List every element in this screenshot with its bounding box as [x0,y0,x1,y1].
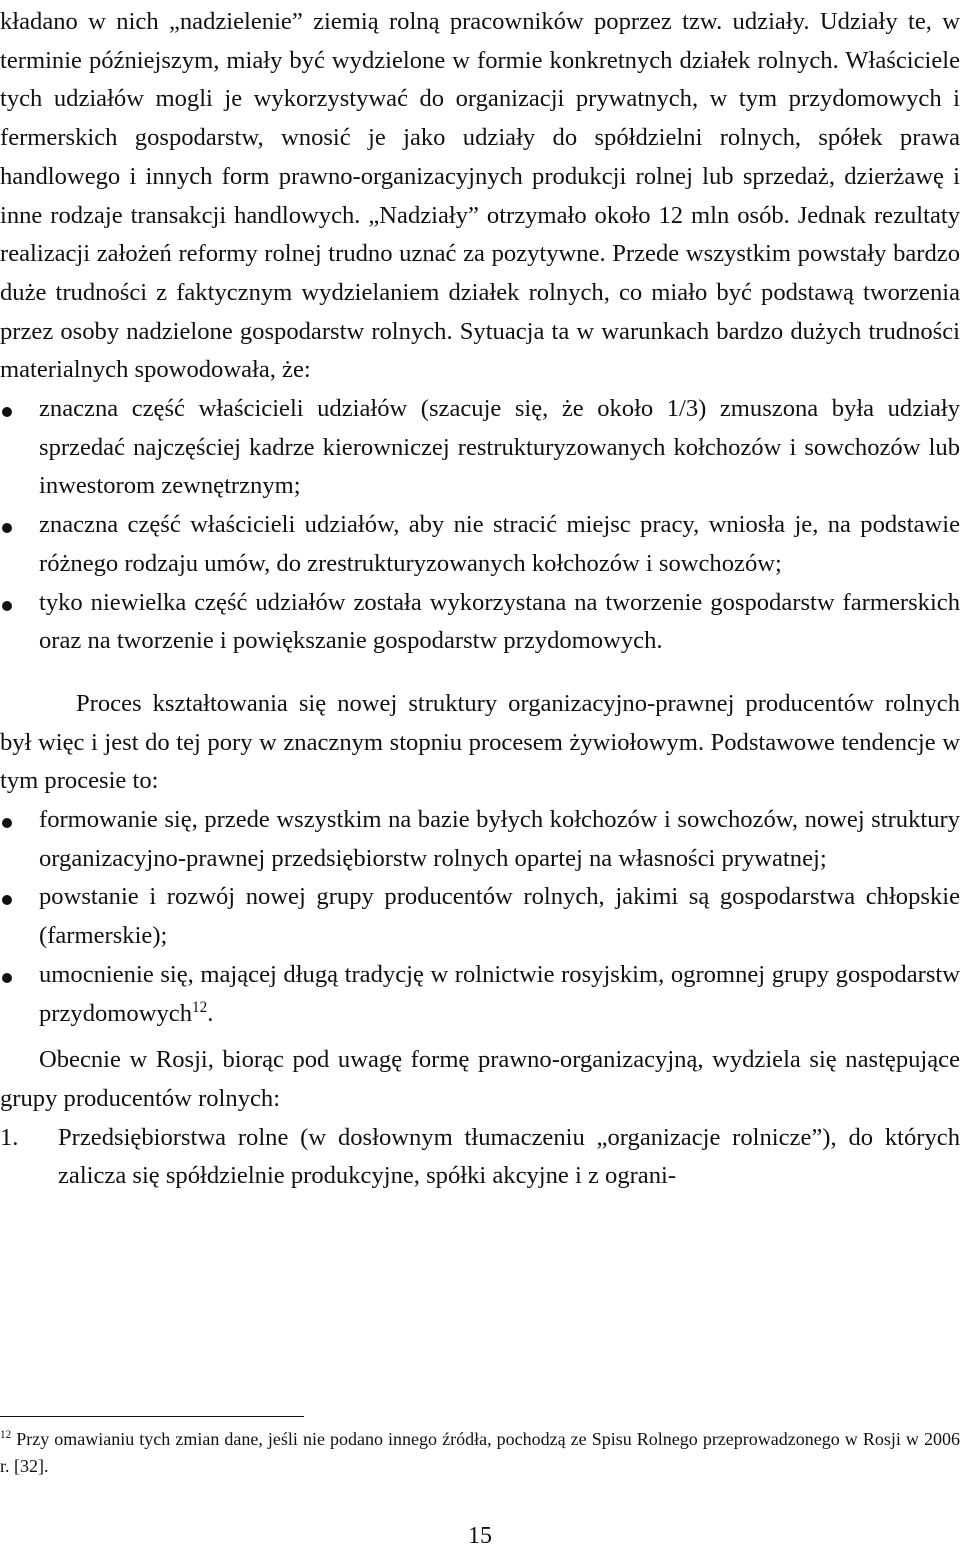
list-item [0,878,960,955]
paragraph-2: Proces kształtowania się nowej struktury organizacyjno-prawnej producentów rolnych był więc i jest do tej pory w znacznym stopniu procesem żywiołowym. Podstawowe tendencje w tym procesie to: [0,689,960,795]
item-text: Przedsiębiorstwa rolne (w dosłownym tłumaczeniu „organizacje rolnicze”), do których zalicza się spółdzielnie produkcyjne, spółki akcyjne i z ograni- [58,1123,960,1190]
list-item-text: tyko niewielka część udziałów została wykorzystana na tworzenie gospodarstw farmerskich oraz na tworzenie i powiększanie gospodarstw przydomowych. [39,588,960,655]
footnote [0,1426,960,1480]
list-item-text: formowanie się, przede wszystkim na bazie byłych kołchozów i sowchozów, nowej struktury organizacyjno-prawnej przedsiębiorstw rolnych opartej na własności prywatnej; [39,806,960,872]
bullet-list-2 [0,801,960,1033]
list-item [0,801,960,878]
bullet-icon [2,601,12,611]
list-item-text: znaczna część właścicieli udziałów, aby nie stracić miejsc pracy, wniosła je, na podstawie różnego rodzaju umów, do zrestrukturyzowanych kołchozów i sowchozów; [39,511,960,577]
bullet-icon [2,818,12,828]
bullet-icon [2,895,12,905]
bullet-icon [2,523,12,533]
list-item [0,390,960,506]
list-item-text: powstanie i rozwój nowej grupy producentów rolnych, jakimi są gospodarstwa chłopskie (farmerskie); [39,883,960,950]
bullet-icon [2,973,12,983]
numbered-item-1 [0,1119,960,1196]
numbered-list [0,1119,960,1196]
item-number: 1. [0,1123,19,1151]
bullet-icon [2,407,12,417]
paragraph-3 [0,1041,960,1118]
footnote-divider [0,1416,304,1417]
list-item [0,956,960,1033]
footnote-marker: 12 [0,1429,12,1441]
paragraph-1: kładano w nich „nadzielenie” ziemią rolną pracowników poprzez tzw. udziały. Udziały te, w terminie późniejszym, miały być wydzielone w formie konkretnych działek rolnych. Właściciele tych udziałów mogli je wykorzystywać do organizacji prywatnych, w tym przydomowych i fermerskich gospodarstw, wnosić je jako udziały do spółdzielni rolnych, spółek prawa handlowego i innych form prawno-organizacyjnych produkcji rolnej lub sprzedaż, dzierżawę i inne rodzaje transakcji handlowych. „Nadziały” otrzymało około 12 mln osób. Jednak rezultaty realizacji założeń reformy rolnej trudno uznać za pozytywne. Przede wszystkim powstały bardzo duże trudności z faktycznym wydzielaniem działek rolnych, co miało być podstawą tworzenia przez osoby nadzielone gospodarstw rolnych. Sytuacja ta w warunkach bardzo dużych trudności materialnych spowodowała, że: [0,8,960,384]
bullet-list-1 [0,390,960,661]
footnote-text: Przy omawianiu tych zmian dane, jeśli nie podano innego źródła, pochodzą ze Spisu Rolnego przeprowadzonego w Rosji w 2006 r. [32]. [0,1429,960,1476]
page-number: 15 [468,1523,492,1549]
body-text [0,3,960,1196]
paragraph-3-text: Obecnie w Rosji, biorąc pod uwagę formę prawno-organizacyjną, wydziela się następujące grupy producentów rolnych: [0,1046,960,1112]
list-item-text: znaczna część właścicieli udziałów (szacuje się, że około 1/3) zmuszona była udziały sprzedać najczęściej kadrze kierowniczej restrukturyzowanych kołchozów i sowchozów lub inwestorom zewnętrznym; [39,395,960,500]
list-item [0,506,960,583]
list-item-text: umocnienie się, mającej długą tradycję w rolnictwie rosyjskim, ogromnej grupy gospodarstw przydomowych [39,960,960,1027]
footnote-reference[interactable]: 12 [192,998,208,1016]
list-item [0,584,960,661]
list-item-end: . [207,999,214,1027]
